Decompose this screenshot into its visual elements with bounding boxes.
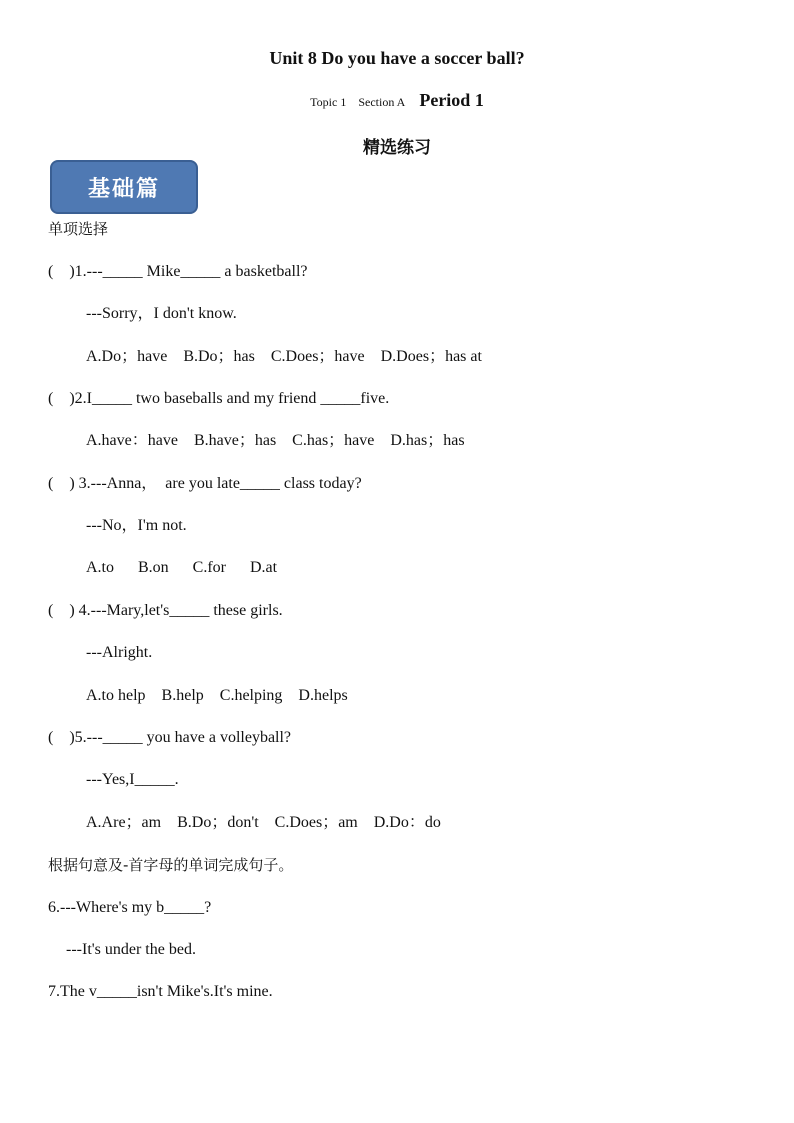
question-2-options: A.have：have B.have；has C.has；have D.has；has xyxy=(86,432,465,449)
period-label: Period 1 xyxy=(419,90,484,110)
question-1-stem: ( )1.---_____ Mike_____ a basketball? xyxy=(48,263,308,280)
question-1-options: A.Do；have B.Do；has C.Does；have D.Does；has at xyxy=(86,348,482,365)
question-7-stem: 7.The v_____isn't Mike's.It's mine. xyxy=(48,983,273,1000)
section-heading-fill: 根据句意及-首字母的单词完成句子。 xyxy=(48,856,294,874)
level-badge: 基础篇 xyxy=(50,160,198,214)
section-heading-choice: 单项选择 xyxy=(48,220,109,238)
page-title: Unit 8 Do you have a soccer ball? xyxy=(269,48,525,68)
question-4-reply: ---Alright. xyxy=(86,644,153,661)
practice-heading: 精选练习 xyxy=(363,138,431,158)
question-3-stem: ( ) 3.---Anna， are you late_____ class today? xyxy=(48,475,362,492)
question-6-reply: ---It's under the bed. xyxy=(66,941,196,958)
question-3-options: A.to B.on C.for D.at xyxy=(86,559,278,576)
question-5-options: A.Are；am B.Do；don't C.Does；am D.Do：do xyxy=(86,814,441,831)
lesson-subtitle xyxy=(0,90,794,111)
section-label: Section A xyxy=(358,95,406,109)
question-3-reply: ---No，I'm not. xyxy=(86,517,187,534)
question-2-stem: ( )2.I_____ two baseballs and my friend _____five. xyxy=(48,390,390,407)
question-1-reply: ---Sorry，I don't know. xyxy=(86,305,237,322)
question-6-stem: 6.---Where's my b_____? xyxy=(48,899,212,916)
question-4-stem: ( ) 4.---Mary,let's_____ these girls. xyxy=(48,602,283,619)
question-5-reply: ---Yes,I_____. xyxy=(86,771,179,788)
question-5-stem: ( )5.---_____ you have a volleyball? xyxy=(48,729,292,746)
topic-label: Topic 1 xyxy=(310,95,347,109)
question-4-options: A.to help B.help C.helping D.helps xyxy=(86,687,348,704)
